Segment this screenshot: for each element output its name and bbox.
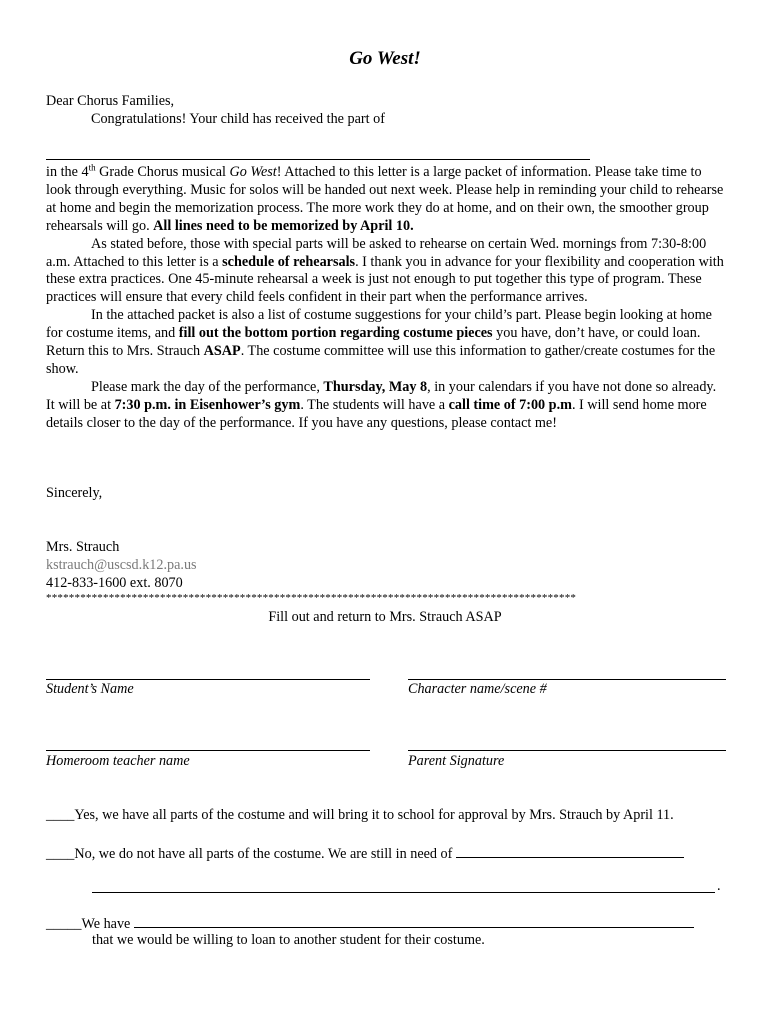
paragraph-3: In the attached packet is also a list of costume suggestions for your child’s part. Please begin looking at home for costume items, and fill out the bottom portion regarding costume pieces you have, don’t have, or could loan. Return this to Mrs. Strauch ASAP. The costume committee will use this information to gather/create costumes for the show. [46,307,716,377]
student-name-line[interactable] [46,679,370,680]
character-label: Character name/scene # [408,681,547,697]
paragraph-1: in the 4th Grade Chorus musical Go West! Attached to this letter is a large packet of information. Please take time to look through everything. Music for solos will be handed out next week. Please help in reminding your child to rehearse at home and begin the memorization process. The more work they do at home, and on their own, the smoother group rehearsals will go. All lines need to be memorized by April 10. [46,162,724,234]
option-no[interactable] [46,844,684,863]
needed-items-line-2[interactable] [92,892,715,893]
no-text: No, we do not have all parts of the costume. We are still in need of [74,846,456,862]
part-blank-line [46,159,590,160]
homeroom-label: Homeroom teacher name [46,753,190,769]
signature-name: Mrs. Strauch [46,539,120,555]
student-name-label: Student’s Name [46,681,134,697]
letter-body [46,164,726,433]
parent-signature-label: Parent Signature [408,753,505,769]
needed-items-end: . [717,878,721,894]
star-divider: ********************************************************************************************* [46,592,577,604]
loan-items-blank[interactable] [134,914,694,928]
needed-items-blank[interactable] [456,844,684,858]
character-line[interactable] [408,679,726,680]
parent-signature-line[interactable] [408,750,726,751]
intro-text: Congratulations! Your child has received the part of [91,110,385,127]
closing: Sincerely, [46,485,103,501]
greeting-line: Dear Chorus Families, [46,93,175,109]
return-note: Fill out and return to Mrs. Strauch ASAP [268,609,502,625]
yes-text: Yes, we have all parts of the costume and will bring it to school for approval by Mrs. Strauch by April 11. [74,807,674,823]
loan-check-blank[interactable]: _____ [46,916,82,932]
loan-continuation: that we would be willing to loan to another student for their costume. [92,932,485,948]
homeroom-line[interactable] [46,750,370,751]
loan-text: We have [81,916,134,932]
paragraph-2: As stated before, those with special parts will be asked to rehearse on certain Wed. mornings from 7:30-8:00 a.m. Attached to this letter is a schedule of rehearsals. I thank you in advance for your flexibility and cooperation with these extra practices. One 45-minute rehearsal a week is just not enough to put together this type of program. These practices will ensure that every child feels confident in their part when the performance arrives. [46,235,724,306]
yes-check-blank[interactable]: ____ [46,807,75,823]
intro-line [46,111,726,129]
option-yes[interactable] [46,807,674,824]
greeting [46,93,726,129]
signature-block [46,539,726,593]
signature-email[interactable]: kstrauch@uscsd.k12.pa.us [46,556,197,573]
option-loan[interactable] [46,914,694,933]
paragraph-4: Please mark the day of the performance, Thursday, May 8, in your calendars if you have not done so already. It will be at 7:30 p.m. in Eisenhower’s gym. The students will have a call time of 7:00 p.m. I will send home more details closer to the day of the performance. If you have any questions, please contact me! [46,378,717,431]
page-title: Go West! [349,48,421,69]
no-check-blank[interactable]: ____ [46,846,75,862]
signature-phone: 412-833-1600 ext. 8070 [46,574,183,591]
